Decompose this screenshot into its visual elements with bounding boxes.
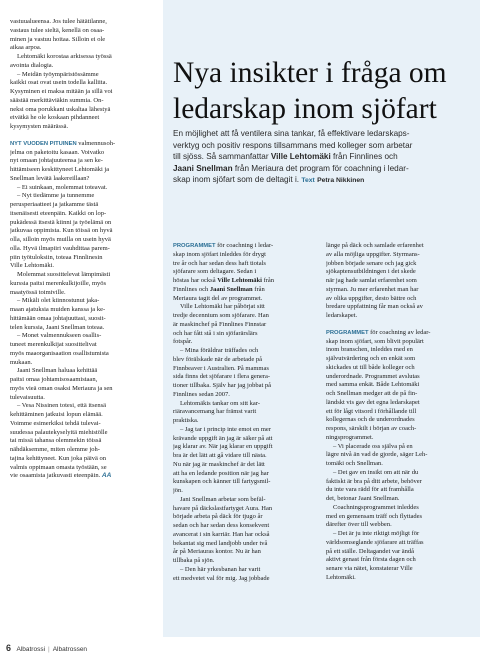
left-paragraph-2: Lehtomäki korostaa arkisessa työssä avointa dialogia.: [10, 53, 112, 69]
col1-paragraph: – Mina föräldrar träffades och blev förälskade när de arbetade på Finnbeaver i Australien. På mammas sida finns det sjöfarare i flera genera- tioner tillbaka. Själv har jag jobbat på Finnlines sedan 2007.: [173, 347, 272, 398]
left-body-6: Jaani Snellman haluaa kehittää paitsi omaa johtamisosaamistaan, myös vieä oman osaksi Meriaura ja sen tulevaisuutta.: [10, 367, 113, 401]
left-article-column: [10, 18, 157, 632]
page-number: 6: [6, 643, 12, 653]
person-name: Ville Lehtomäki: [217, 277, 262, 284]
page-footer: [6, 643, 87, 653]
end-mark-logo: AA: [101, 472, 112, 480]
col1-paragraph: – Jag tar i princip inte emot en mer krävande uppgift än jag är säker på att jag klarar av. När jag klarar en uppgift bra är det lätt att gå vidare till nästa. Nu när jag är maskinchef är det lätt att ha en ledande position när jag har kunskapen och känner till fartygsmil- jön.: [173, 425, 273, 494]
col2-paragraph: – Det är ju inte riktigt möjligt för världsomseglande sjöfarare att träffas på ett ställe. Deltagandet var ändå aktivt genast från första dagen och senare via nätet, konstaterar Ville Lehtomäki.: [326, 530, 424, 581]
left-body-3: Molemmat suosittelevat lämpimästi kurssia paitsi merenkulkijoille, myös maatyössä toimiville.: [10, 271, 111, 296]
col2-paragraph: länge på däck och samlade erfarenhet av alla möjliga uppgifter. Styrmans- jobben började senare och jag gick sjökaptensutbildningen i det skede när jag hade samlat erfarenhet som styrman. Ju mer erfarenhet man har av olika uppgifter, desto bättre och bredare uppfattning får man också av ledarskapet.: [326, 242, 424, 319]
article-ingress: En möjlighet att få ventilera sina tankar, få effektivare ledarskaps- verktyg och positiv respons tillsammans med kolleger som arbetar till sjöss. Så sammanfattar Ville Lehtomäki från Finnlines och Jaani Snellman från Meriaura det program för coachning i ledar- skap inom sjöfart som de deltagit i. Text Petra Nikkinen: [173, 129, 413, 185]
left-body-2: – Nyt tiedämme ja tunnemme perusperiaatteet ja jatkamme tästä itsenäisesti eteenpäin. Kaikki on lop- pukädessä itsestä kiinni ja työelämä on jatkuvaa oppimista. Kun töissä on hyvä olla, silloin myös muilla on usein hyvä olla. Hyvä ilmapiiri vauhdittaa parem- piin työtuloksiin, toteaa Finnlinesin Ville Lehtomäki.: [10, 192, 113, 270]
col2-paragraph: – Det gav en insikt om att när du faktiskt är bra på ditt arbete, behöver du inte vara rädd för att framhålla det, betonar Jaani Snellman.: [326, 468, 422, 502]
person-name: Jaani Snellman: [209, 285, 253, 293]
article-panel: [163, 0, 480, 637]
left-paragraph-1: vastuualueensa. Jos tulee hätätilanne, vastaus tulee sieltä, kenellä on osaa- minen ja vastuu hoitaa. Silloin ei ole aikaa arpoa.: [10, 18, 107, 52]
col1-paragraph: – Den här yrkesbanan har varit ett medvetet val för mig. Jag jobbade: [173, 565, 270, 582]
article-column-2: [326, 242, 471, 634]
col1-paragraph: Jani Snellman arbetar som befäl- havare på däckslastfartyget Aura. Han började arbeta på däck för tjugo år sedan och har sedan dess konsekvent avancerat i sin karriär. Han har också bekantat sig med landjobb under två år på Meriauras kontor. Nu är han tillbaka på sjön.: [173, 495, 273, 564]
magazine-name-fi: Albatrossi: [16, 646, 46, 653]
footer-separator: |: [48, 646, 50, 653]
runin-heading: PROGRAMMET: [326, 329, 369, 336]
magazine-name-sv: Albatrossen: [52, 646, 88, 653]
left-body-4: – Mikäli olet kiinnostunut jaka- maan ajatuksia muiden kanssa ja ke- hittämään omaa johtajuuttasi, suosit- telen kurssia, Jaani Snellman toteaa.: [10, 297, 106, 331]
article-headline: Nya insikter i fråga om ledarskap inom sjöfart: [173, 57, 447, 125]
col1-intro-paragraph: PROGRAMMET för coachning i ledar- skap inom sjöfart inleddes för drygt tre år och har sedan dess haft tiotals sjöfarare som deltagare. Sedan i höstas har också Ville Lehtomäki från Finnlines och Jaani Snellman från Meriaura tagit del av programmet.: [173, 242, 275, 302]
col2-runin-paragraph: PROGRAMMET för coachning av ledar- skap inom sjöfart, som blivit populärt inom branschen, inleddes med en självutvärdering och en enkät som skickades ut till både kolleger och underordnade. Programmet avslutas med samma enkät. Både Lehtomäki och Snellman medger att de på fin- ländskt vis gav det egna ledarskapet ett för lågt vitsord i förhållande till kollegernas och de underordnades respons, särskilt i början av coach- ningsprogrammet.: [326, 328, 431, 441]
runin-heading: NYT VUODEN PITUINEN: [10, 140, 77, 147]
article-column-1: [173, 242, 316, 634]
person-name: Jaani Snellman: [173, 163, 233, 173]
left-body-7: – Vesa Nissinen totesi, että itsensä kehittäminen jatkuisi lopun elämää. Voimme esimerkiksi tehdä tulevai- suudessa palautekyselyitä miehistölle tai missä tahansa olemmekin töissä nähdäksemme, miten olemme joh- tajina kehittyneet. Kun joka päivä on valmis oppimaan omasta työstään, se vie osaamista jatkuvasti eteenpäin. AA: [10, 402, 112, 480]
left-runin-paragraph: NYT VUODEN PITUINEN valmennusoh- jelma on paketoitu kasaan. Voivatko nyt omaan johtajuuteensa ja sen ke- hittämiseen keskittyneet Lehtomäki ja Snellman levätä laakereillaan?: [10, 139, 116, 182]
col1-paragraph: Lehtomäkis tankar om sitt kar- riäravancemang har främst varit praktiska.: [173, 399, 261, 424]
col2-paragraph: Coachningsprogrammet inleddes med en gemensam träff och flyttades därefter över till webben.: [326, 503, 423, 529]
col2-paragraph: – Vi placerade oss själva på en lägre nivå än vad de gjorde, säger Leh- tomäki och Snellman.: [326, 442, 428, 467]
runin-heading: PROGRAMMET: [173, 243, 216, 249]
left-body-5: – Monet valmennukseen osallis- tuneet merenkulkijat suosittelivat myös maaorganisaation osallistumista mukaan.: [10, 332, 109, 366]
left-body-1: – Ei suinkaan, molemmat toteavat.: [17, 183, 108, 191]
byline-author: Petra Nikkinen: [317, 177, 365, 185]
person-name: Ville Lehtomäki: [270, 152, 331, 162]
col1-paragraph: Ville Lehtomäki har påbörjat sitt tredje decennium som sjöfarare. Han är maskinchef på Finnlines Finnstar och har fått stå i sin sjöfarärslärs fotspår.: [173, 303, 269, 346]
byline-label: Text: [301, 177, 315, 185]
left-paragraph-3: – Meidän työympäristössämme kaikki osat ovat usein todella kalliita. Kysyminen ei maksa mitään ja sillä voi säästää merkittäviäkin summia. On- neksi oma porukkani uskaltaa lähestyä eivätkä he ole koskaan pihdanneet kysymysten määrässä.: [10, 70, 113, 130]
